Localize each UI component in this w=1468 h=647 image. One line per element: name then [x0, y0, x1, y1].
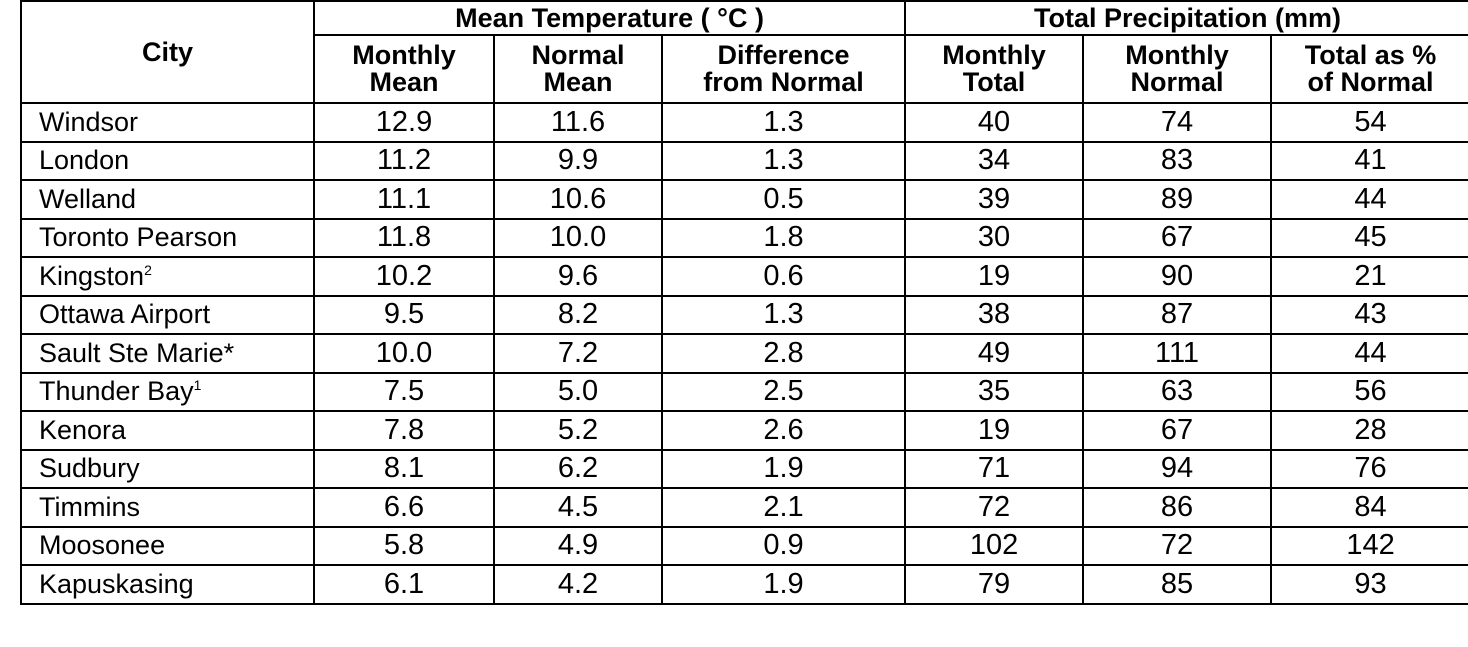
cell-normal-mean: 4.2 — [494, 565, 662, 604]
cell-monthly-mean: 9.5 — [314, 296, 494, 335]
cell-total-percent-of-normal: 41 — [1271, 142, 1468, 181]
header-difference-from-normal: Difference from Normal — [662, 35, 905, 103]
header-monthly-total: Monthly Total — [905, 35, 1083, 103]
cell-total-percent-of-normal: 21 — [1271, 257, 1468, 296]
table-row — [21, 180, 1468, 219]
cell-monthly-normal: 67 — [1083, 219, 1271, 258]
cell-difference-from-normal: 2.5 — [662, 373, 905, 412]
cell-normal-mean: 6.2 — [494, 450, 662, 489]
cell-monthly-normal: 83 — [1083, 142, 1271, 181]
cell-total-percent-of-normal: 54 — [1271, 103, 1468, 142]
cell-monthly-mean: 11.1 — [314, 180, 494, 219]
cell-monthly-mean: 10.2 — [314, 257, 494, 296]
cell-normal-mean: 11.6 — [494, 103, 662, 142]
cell-city — [21, 488, 314, 527]
cell-total-percent-of-normal: 44 — [1271, 180, 1468, 219]
cell-monthly-mean: 7.8 — [314, 411, 494, 450]
cell-city — [21, 527, 314, 566]
cell-monthly-normal: 86 — [1083, 488, 1271, 527]
cell-monthly-normal: 67 — [1083, 411, 1271, 450]
header-row-groups — [21, 1, 1468, 35]
city-name: Kapuskasing — [39, 568, 194, 599]
cell-monthly-normal: 63 — [1083, 373, 1271, 412]
cell-difference-from-normal: 1.3 — [662, 103, 905, 142]
cell-monthly-mean: 6.6 — [314, 488, 494, 527]
cell-monthly-normal: 111 — [1083, 334, 1271, 373]
cell-monthly-total: 19 — [905, 257, 1083, 296]
cell-normal-mean: 5.2 — [494, 411, 662, 450]
cell-monthly-total: 72 — [905, 488, 1083, 527]
table-row — [21, 219, 1468, 258]
cell-normal-mean: 7.2 — [494, 334, 662, 373]
cell-difference-from-normal: 2.1 — [662, 488, 905, 527]
cell-monthly-total: 35 — [905, 373, 1083, 412]
table-row — [21, 334, 1468, 373]
header-precipitation-group: Total Precipitation (mm) — [905, 1, 1468, 35]
cell-monthly-total: 102 — [905, 527, 1083, 566]
cell-difference-from-normal: 1.9 — [662, 565, 905, 604]
cell-monthly-total: 30 — [905, 219, 1083, 258]
cell-monthly-total: 49 — [905, 334, 1083, 373]
table-body — [21, 103, 1468, 604]
cell-city — [21, 180, 314, 219]
cell-monthly-normal: 85 — [1083, 565, 1271, 604]
cell-difference-from-normal: 0.5 — [662, 180, 905, 219]
table-row — [21, 565, 1468, 604]
cell-monthly-normal: 87 — [1083, 296, 1271, 335]
cell-monthly-total: 71 — [905, 450, 1083, 489]
table-row — [21, 296, 1468, 335]
cell-difference-from-normal: 1.3 — [662, 296, 905, 335]
city-name: Windsor — [39, 106, 139, 137]
cell-difference-from-normal: 1.8 — [662, 219, 905, 258]
cell-normal-mean: 10.0 — [494, 219, 662, 258]
city-name: Moosonee — [39, 530, 166, 561]
table-row — [21, 373, 1468, 412]
city-name: Kenora — [39, 414, 127, 445]
cell-monthly-mean: 11.8 — [314, 219, 494, 258]
cell-monthly-mean: 6.1 — [314, 565, 494, 604]
cell-normal-mean: 4.5 — [494, 488, 662, 527]
cell-total-percent-of-normal: 93 — [1271, 565, 1468, 604]
cell-monthly-normal: 94 — [1083, 450, 1271, 489]
cell-total-percent-of-normal: 142 — [1271, 527, 1468, 566]
cell-monthly-mean: 8.1 — [314, 450, 494, 489]
cell-monthly-normal: 90 — [1083, 257, 1271, 296]
footnote-marker: 2 — [144, 261, 152, 278]
cell-city — [21, 565, 314, 604]
cell-monthly-total: 19 — [905, 411, 1083, 450]
cell-normal-mean: 4.9 — [494, 527, 662, 566]
cell-total-percent-of-normal: 44 — [1271, 334, 1468, 373]
city-name: Kingston — [39, 260, 145, 291]
cell-difference-from-normal: 2.6 — [662, 411, 905, 450]
header-normal-mean: Normal Mean — [494, 35, 662, 103]
cell-difference-from-normal: 0.9 — [662, 527, 905, 566]
cell-total-percent-of-normal: 84 — [1271, 488, 1468, 527]
city-name: Sudbury — [39, 453, 140, 484]
city-name: Timmins — [39, 491, 140, 522]
cell-city — [21, 257, 314, 296]
cell-normal-mean: 10.6 — [494, 180, 662, 219]
cell-monthly-normal: 74 — [1083, 103, 1271, 142]
table-row — [21, 142, 1468, 181]
city-name: Sault Ste Marie* — [39, 337, 235, 368]
cell-monthly-total: 38 — [905, 296, 1083, 335]
cell-normal-mean: 5.0 — [494, 373, 662, 412]
table-row — [21, 257, 1468, 296]
cell-total-percent-of-normal: 56 — [1271, 373, 1468, 412]
cell-total-percent-of-normal: 43 — [1271, 296, 1468, 335]
city-name: Ottawa Airport — [39, 299, 211, 330]
cell-normal-mean: 9.9 — [494, 142, 662, 181]
footnote-marker: 1 — [193, 377, 202, 394]
cell-monthly-mean: 12.9 — [314, 103, 494, 142]
cell-monthly-normal: 72 — [1083, 527, 1271, 566]
cell-monthly-mean: 5.8 — [314, 527, 494, 566]
cell-city — [21, 450, 314, 489]
cell-monthly-total: 39 — [905, 180, 1083, 219]
cell-difference-from-normal: 2.8 — [662, 334, 905, 373]
cell-total-percent-of-normal: 45 — [1271, 219, 1468, 258]
cell-city — [21, 142, 314, 181]
cell-city — [21, 411, 314, 450]
cell-total-percent-of-normal: 28 — [1271, 411, 1468, 450]
city-name: London — [39, 145, 130, 176]
cell-monthly-mean: 7.5 — [314, 373, 494, 412]
table-row — [21, 450, 1468, 489]
cell-difference-from-normal: 0.6 — [662, 257, 905, 296]
cell-difference-from-normal: 1.3 — [662, 142, 905, 181]
cell-city — [21, 103, 314, 142]
cell-city — [21, 219, 314, 258]
cell-city — [21, 296, 314, 335]
cell-city — [21, 373, 314, 412]
city-name: Toronto Pearson — [39, 222, 238, 253]
cell-difference-from-normal: 1.9 — [662, 450, 905, 489]
table-row — [21, 527, 1468, 566]
city-name: Thunder Bay — [39, 376, 194, 407]
table-row — [21, 488, 1468, 527]
cell-monthly-normal: 89 — [1083, 180, 1271, 219]
cell-monthly-total: 79 — [905, 565, 1083, 604]
header-total-percent-of-normal: Total as % of Normal — [1271, 35, 1468, 103]
cell-monthly-total: 34 — [905, 142, 1083, 181]
table-row — [21, 411, 1468, 450]
cell-monthly-mean: 11.2 — [314, 142, 494, 181]
cell-normal-mean: 9.6 — [494, 257, 662, 296]
cell-monthly-total: 40 — [905, 103, 1083, 142]
city-name: Welland — [39, 183, 137, 214]
cell-monthly-mean: 10.0 — [314, 334, 494, 373]
cell-total-percent-of-normal: 76 — [1271, 450, 1468, 489]
header-temperature-group: Mean Temperature ( °C ) — [314, 1, 905, 35]
header-monthly-mean: Monthly Mean — [314, 35, 494, 103]
weather-table — [20, 0, 1468, 605]
cell-normal-mean: 8.2 — [494, 296, 662, 335]
header-monthly-normal: Monthly Normal — [1083, 35, 1271, 103]
cell-city — [21, 334, 314, 373]
header-city: City — [21, 1, 314, 103]
table-row — [21, 103, 1468, 142]
